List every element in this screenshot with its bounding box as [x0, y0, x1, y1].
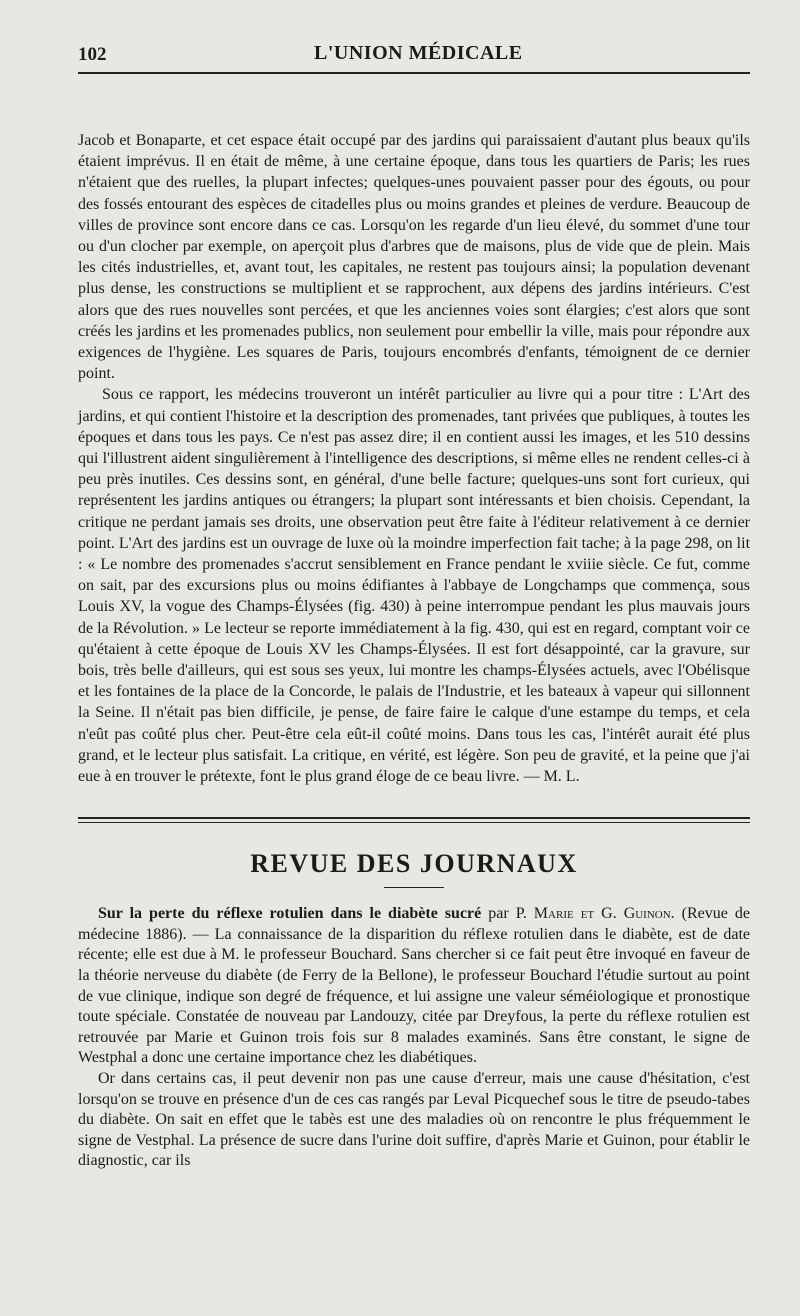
- page-header: [78, 38, 750, 78]
- review-paragraph: [78, 904, 750, 1069]
- title-underline: [384, 887, 444, 888]
- page-number: 102: [78, 44, 107, 65]
- article-title: Sur la perte du réflexe rotulien dans le diabète sucré: [98, 905, 482, 923]
- review-text: La connaissance de la disparition du réflexe rotulien dans le diabète, est de date récente; elle est due à M. le professeur Bouchard. Sans chercher si ce fait peut être invoqué en faveur de la théorie nerveuse du diabète (de Ferry de la Bellone), le professeur Bouchard l'étudie surtout au point de vue clinique, indique son degré de fréquence, et lui assigne une valeur séméiologique et pronostique toute spéciale. Constatée de nouveau par Landouzy, citée par Dreyfous, la perte du réflexe rotulien est retrouvée par Marie et Guinon trois fois sur 8 malades examinés. Sans être constant, le signe de Westphal a donc une certaine importance chez les diabétiques.: [78, 925, 750, 1067]
- article-source: (Revue de médecine 1886). —: [78, 905, 750, 943]
- header-rule: [78, 72, 750, 74]
- journal-review: [78, 904, 750, 1172]
- book-review-text: [78, 130, 750, 787]
- paragraph: Jacob et Bonaparte, et cet espace était occupé par des jardins qui paraissaient d'autant plus beaux qu'ils étaient imprévus. Il en était de même, à une certaine époque, dans tous les quartiers de Paris; les rues n'étaient que des ruelles, la plupart infectes; quelques-unes pouvaient passer pour des égouts, ou pour des fossés entourant des espèces de citadelles plus ou moins grandes et pleines de verdure. Beaucoup de villes de province sont encore dans ce cas. Lorsqu'on les regarde d'un lieu élevé, du sommet d'une tour ou d'un clocher par exemple, on aperçoit plus d'arbres que de maisons, plus de vide que de plein. Mais les cités industrielles, et, avant tout, les capitales, ne restent pas toujours ainsi; la population devenant plus dense, les constructions se multiplient et se rapprochent, aux dépens des jardins intérieurs. C'est alors que des rues nouvelles sont percées, et que les anciennes voies sont élargies; c'est alors que sont créés les jardins et les promenades publics, non seulement pour embellir la ville, mais pour répondre aux exigences de l'hygiène. Les squares de Paris, toujours encombrés d'enfants, témoignent de ce dernier point.: [78, 132, 750, 383]
- review-paragraph: Or dans certains cas, il peut devenir non pas une cause d'erreur, mais une cause d'hésitation, c'est lorsqu'on se trouve en présence d'un de ces cas rangés par Leval Picquechef sous le titre de pseudo-tabes du diabète. On sait en effet que le tabès est une des maladies où on rencontre le plus fréquemment le signe de Vestphal. La présence de sucre dans l'urine doit suffire, d'après Marie et Guinon, pour établir le diagnostic, car ils: [78, 1070, 750, 1170]
- authors-prefix: par: [481, 905, 516, 923]
- article-authors: P. Marie et G. Guinon.: [515, 905, 675, 923]
- running-title: L'UNION MÉDICALE: [314, 42, 523, 64]
- section-divider: [78, 817, 750, 823]
- section-title: REVUE DES JOURNAUX: [250, 849, 578, 879]
- paragraph: Sous ce rapport, les médecins trouveront un intérêt particulier au livre qui a pour titre : L'Art des jardins, et qui contient l'histoire et la description des promenades, tant privées que publiques, à toutes les époques et dans tous les pays. Ce n'est pas assez dire; il en contient aussi les images, et les 510 dessins qui l'illustrent aident singulièrement à l'intelligence des descriptions, si même elles ne rendent celles-ci à peu près inutiles. Ces dessins sont, en général, d'une belle facture; quelques-uns sont fort curieux, qui représentent les jardins antiques ou étrangers; la plupart sont intéressants et bien choisis. Cependant, la critique ne perdant jamais ses droits, une observation peut être faite à l'éditeur relativement à ce dernier point. L'Art des jardins est un ouvrage de luxe où la moindre imperfection fait tache; à la page 298, on lit : « Le nombre des promenades s'accrut sensiblement en France pendant le xviiie siècle. Ce fut, comme on sait, par des excursions plus ou moins édifiantes à l'abbaye de Longchamps que commença, sous Louis XV, la vogue des Champs-Élysées (fig. 430) à peine interrompue pendant les plus mauvais jours de la Révolution. » Le lecteur se reporte immédiatement à la fig. 430, qui est en regard, comptant voir ce qu'étaient à cette époque de Louis XV les Champs-Élysées. Il est fort désappointé, car la gravure, sur bois, très belle d'ailleurs, qui est sous ses yeux, lui montre les champs-Élysées actuels, avec l'Obélisque et les fontaines de la place de la Concorde, le palais de l'Industrie, et les bateaux à vapeur qui sillonnent la Seine. Il n'était pas bien difficile, je pense, de faire faire le calque d'une estampe du temps, et cela n'eût pas coûté plus cher. Peut-être cela eût-il coûté moins. Dans tous les cas, l'intérêt aurait été plus grand, et le lecteur plus satisfait. La critique, en vérité, est légère. Son peu de gravité, et la peine que j'ai eue à en trouver le prétexte, font le plus grand éloge de ce beau livre. — M. L.: [78, 386, 751, 786]
